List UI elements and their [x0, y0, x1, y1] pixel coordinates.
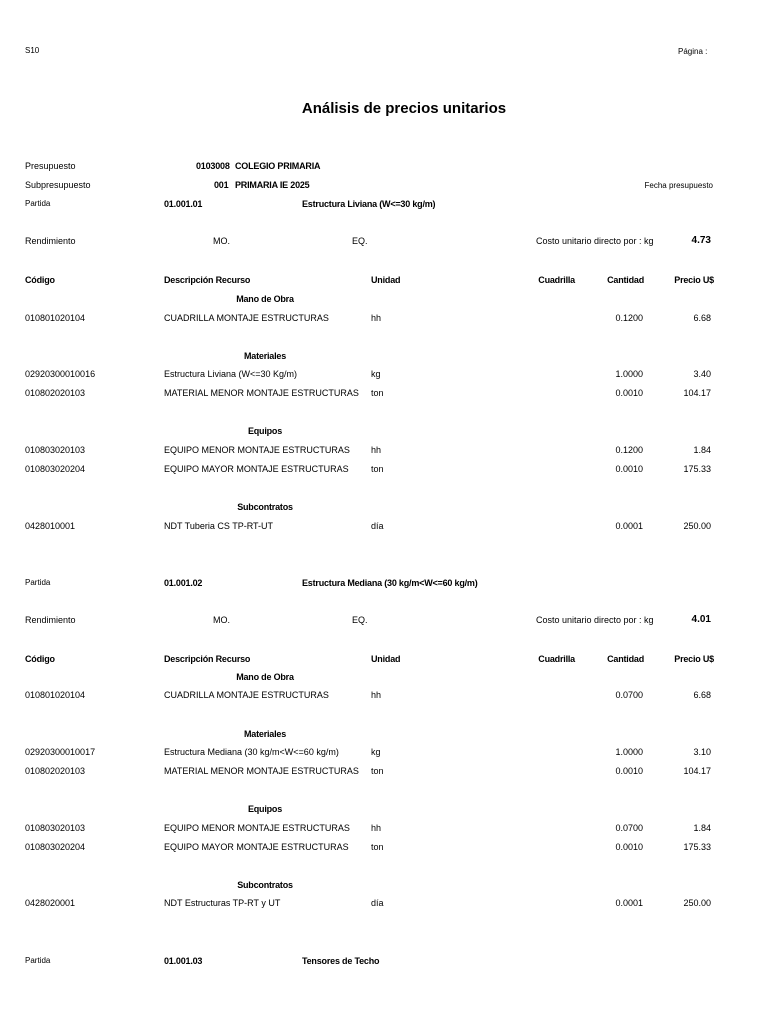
- costo-unitario-value: 4.73: [691, 235, 711, 246]
- row-qty: 0.1200: [615, 445, 643, 455]
- row-qty: 0.0010: [615, 766, 643, 776]
- row-desc: EQUIPO MAYOR MONTAJE ESTRUCTURAS: [164, 464, 349, 474]
- row-qty: 0.1200: [615, 313, 643, 323]
- group-title: Materiales: [243, 729, 287, 739]
- row-qty: 0.0001: [615, 898, 643, 908]
- partida-label: Partida: [25, 956, 51, 965]
- row-unit: ton: [371, 464, 384, 474]
- row-qty: 1.0000: [615, 369, 643, 379]
- row-price: 6.68: [693, 690, 711, 700]
- row-unit: hh: [371, 313, 382, 323]
- eq-label: EQ.: [352, 615, 368, 625]
- row-unit: día: [371, 898, 384, 908]
- group-title: Subcontratos: [237, 880, 293, 890]
- row-unit: hh: [371, 445, 382, 455]
- col-unidad: Unidad: [371, 275, 401, 285]
- row-price: 1.84: [693, 823, 711, 833]
- row-price: 175.33: [683, 842, 711, 852]
- row-desc: NDT Estructuras TP-RT y UT: [164, 898, 281, 908]
- partida-name: Estructura Liviana (W<=30 kg/m): [302, 199, 436, 209]
- row-unit: día: [371, 521, 384, 531]
- group-title: Materiales: [243, 351, 287, 361]
- row-unit: ton: [371, 842, 384, 852]
- group-title: Subcontratos: [237, 502, 293, 512]
- row-code: 010803020103: [25, 445, 86, 455]
- row-price: 3.10: [693, 747, 711, 757]
- row-desc: EQUIPO MENOR MONTAJE ESTRUCTURAS: [164, 445, 350, 455]
- row-qty: 0.0700: [615, 690, 643, 700]
- col-codigo: Código: [25, 654, 55, 664]
- eq-label: EQ.: [352, 236, 368, 246]
- subpresupuesto-name: PRIMARIA IE 2025: [235, 180, 310, 190]
- row-price: 1.84: [693, 445, 711, 455]
- row-qty: 0.0001: [615, 521, 643, 531]
- partida-name: Tensores de Techo: [302, 956, 380, 966]
- row-code: 010803020204: [25, 842, 86, 852]
- col-descripcion: Descripción Recurso: [164, 654, 251, 664]
- row-price: 250.00: [683, 521, 711, 531]
- row-code: 010803020103: [25, 823, 86, 833]
- partida-code: 01.001.01: [164, 199, 203, 209]
- row-price: 104.17: [683, 766, 711, 776]
- row-qty: 1.0000: [615, 747, 643, 757]
- row-code: 0428020001: [25, 898, 76, 908]
- presupuesto-code: 0103008: [196, 161, 230, 171]
- col-cantidad: Cantidad: [607, 654, 644, 664]
- row-code: 010802020103: [25, 766, 86, 776]
- subpresupuesto-label: Subpresupuesto: [25, 180, 91, 190]
- row-price: 104.17: [683, 388, 711, 398]
- costo-unitario-value: 4.01: [691, 614, 711, 625]
- rendimiento-label: Rendimiento: [25, 615, 76, 625]
- report-code: S10: [25, 46, 40, 55]
- row-code: 02920300010016: [25, 369, 96, 379]
- row-desc: NDT Tuberia CS TP-RT-UT: [164, 521, 274, 531]
- row-qty: 0.0010: [615, 842, 643, 852]
- row-desc: CUADRILLA MONTAJE ESTRUCTURAS: [164, 690, 329, 700]
- rendimiento-label: Rendimiento: [25, 236, 76, 246]
- col-cantidad: Cantidad: [607, 275, 644, 285]
- row-price: 250.00: [683, 898, 711, 908]
- row-unit: hh: [371, 690, 382, 700]
- group-title: Equipos: [247, 426, 283, 436]
- row-unit: hh: [371, 823, 382, 833]
- row-qty: 0.0010: [615, 464, 643, 474]
- row-unit: kg: [371, 369, 381, 379]
- row-code: 0428010001: [25, 521, 76, 531]
- col-descripcion: Descripción Recurso: [164, 275, 251, 285]
- row-price: 6.68: [693, 313, 711, 323]
- row-code: 010801020104: [25, 313, 86, 323]
- row-desc: EQUIPO MAYOR MONTAJE ESTRUCTURAS: [164, 842, 349, 852]
- col-cuadrilla: Cuadrilla: [538, 275, 575, 285]
- row-desc: MATERIAL MENOR MONTAJE ESTRUCTURAS: [164, 388, 359, 398]
- row-code: 010802020103: [25, 388, 86, 398]
- row-price: 175.33: [683, 464, 711, 474]
- row-desc: CUADRILLA MONTAJE ESTRUCTURAS: [164, 313, 329, 323]
- row-desc: EQUIPO MENOR MONTAJE ESTRUCTURAS: [164, 823, 350, 833]
- row-qty: 0.0010: [615, 388, 643, 398]
- row-desc: Estructura Mediana (30 kg/m<W<=60 kg/m): [164, 747, 339, 757]
- row-unit: ton: [371, 388, 384, 398]
- row-desc: Estructura Liviana (W<=30 Kg/m): [164, 369, 298, 379]
- group-title: Mano de Obra: [236, 672, 294, 682]
- col-precio: Precio U$: [674, 275, 714, 285]
- col-precio: Precio U$: [674, 654, 714, 664]
- row-qty: 0.0700: [615, 823, 643, 833]
- fecha-presupuesto-label: Fecha presupuesto: [644, 181, 713, 190]
- row-unit: kg: [371, 747, 381, 757]
- group-title: Equipos: [247, 804, 283, 814]
- page-label: Página :: [678, 47, 708, 56]
- presupuesto-label: Presupuesto: [25, 161, 76, 171]
- row-desc: MATERIAL MENOR MONTAJE ESTRUCTURAS: [164, 766, 359, 776]
- col-cuadrilla: Cuadrilla: [538, 654, 575, 664]
- group-title: Mano de Obra: [236, 294, 294, 304]
- page-title: Análisis de precios unitarios: [301, 100, 507, 117]
- col-codigo: Código: [25, 275, 55, 285]
- partida-code: 01.001.02: [164, 578, 203, 588]
- row-unit: ton: [371, 766, 384, 776]
- partida-label: Partida: [25, 578, 51, 587]
- costo-unitario-label: Costo unitario directo por : kg: [536, 615, 654, 625]
- partida-label: Partida: [25, 199, 51, 208]
- row-code: 010803020204: [25, 464, 86, 474]
- row-code: 010801020104: [25, 690, 86, 700]
- row-price: 3.40: [693, 369, 711, 379]
- costo-unitario-label: Costo unitario directo por : kg: [536, 236, 654, 246]
- col-unidad: Unidad: [371, 654, 401, 664]
- mo-label: MO.: [213, 615, 230, 625]
- presupuesto-name: COLEGIO PRIMARIA: [235, 161, 321, 171]
- partida-code: 01.001.03: [164, 956, 203, 966]
- partida-name: Estructura Mediana (30 kg/m<W<=60 kg/m): [302, 578, 478, 588]
- mo-label: MO.: [213, 236, 230, 246]
- row-code: 02920300010017: [25, 747, 96, 757]
- subpresupuesto-code: 001: [214, 180, 229, 190]
